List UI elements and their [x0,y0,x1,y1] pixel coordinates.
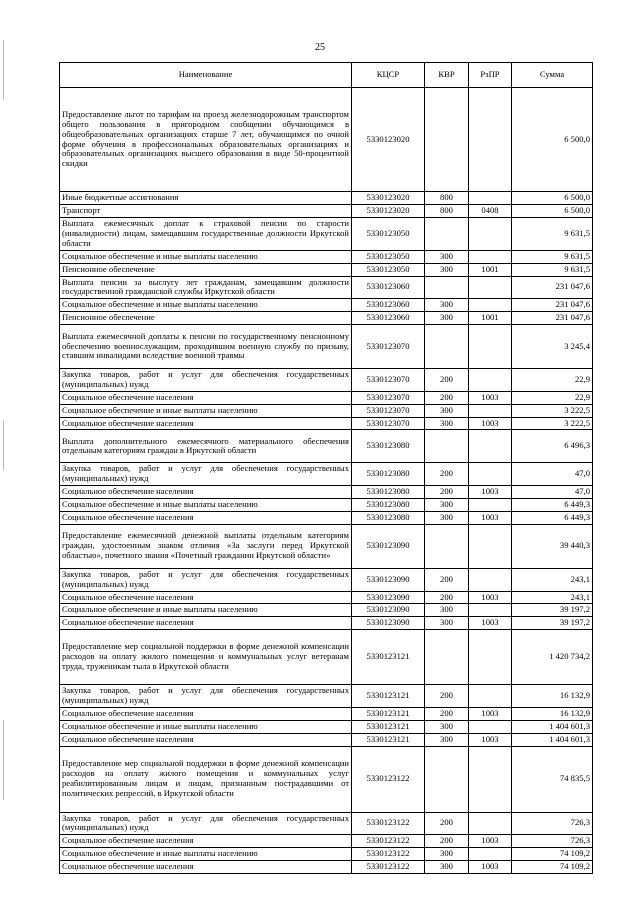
cell-kvr: 300 [425,299,469,312]
cell-kcsr: 5330123020 [352,204,425,217]
cell-name: Предоставление мер социальной поддержки в форме денежной компенсации расходов на оплату жилого помещения и коммунальных услуг ветеранам труда, труженикам тыла в Иркутской области [60,630,352,685]
table-row [60,88,593,192]
cell-kcsr: 5330123080 [352,486,425,499]
cell-sum: 39 440,3 [512,524,593,568]
cell-kvr [425,217,469,250]
cell-kvr: 300 [425,312,469,325]
cell-sum: 9 631,5 [512,250,593,263]
cell-name: Предоставление ежемесячной денежной выплаты отдельным категориям граждан, удостоенным знаком отличия «За заслуги перед Иркутской областью», почетного звания «Почетный гражданин Иркутской области» [60,524,352,568]
cell-name: Социальное обеспечение и иные выплаты населению [60,250,352,263]
cell-sum: 22,9 [512,369,593,392]
cell-rzpr [469,430,512,463]
cell-sum: 6 449,3 [512,511,593,524]
cell-rzpr: 1003 [469,617,512,630]
cell-kvr: 300 [425,604,469,617]
table-row [60,486,593,499]
cell-rzpr: 1003 [469,391,512,404]
table-row [60,524,593,568]
cell-kvr [425,524,469,568]
cell-rzpr [469,812,512,835]
cell-name: Закупка товаров, работ и услуг для обеспечения государственных (муниципальных) нужд [60,463,352,486]
cell-name: Социальное обеспечение населения [60,707,352,720]
cell-kcsr: 5330123121 [352,733,425,746]
table-row [60,630,593,685]
cell-kcsr: 5330123121 [352,630,425,685]
cell-kcsr: 5330123090 [352,591,425,604]
cell-sum: 231 047,6 [512,312,593,325]
table-row [60,604,593,617]
cell-kcsr: 5330123121 [352,720,425,733]
cell-sum: 74 835,5 [512,746,593,812]
cell-kcsr: 5330123080 [352,430,425,463]
cell-name: Социальное обеспечение и иные выплаты населению [60,404,352,417]
header-kcsr: КЦСР [352,63,425,88]
cell-kcsr: 5330123122 [352,835,425,848]
header-sum: Сумма [512,63,593,88]
cell-name: Выплата пенсии за выслугу лет гражданам, замещавшим должности государственной гражданской службы Иркутской области [60,276,352,299]
table-row [60,250,593,263]
cell-name: Социальное обеспечение населения [60,486,352,499]
cell-kcsr: 5330123070 [352,404,425,417]
cell-sum: 6 500,0 [512,88,593,192]
cell-rzpr [469,250,512,263]
cell-kcsr: 5330123070 [352,391,425,404]
table-row [60,568,593,591]
cell-kcsr: 5330123070 [352,325,425,369]
cell-sum: 9 631,5 [512,263,593,276]
cell-sum: 6 449,3 [512,499,593,512]
cell-rzpr: 1003 [469,511,512,524]
cell-sum: 74 109,2 [512,861,593,874]
cell-kcsr: 5330123050 [352,250,425,263]
cell-kcsr: 5330123090 [352,604,425,617]
header-name: Наименование [60,63,352,88]
cell-name: Предоставление льгот по тарифам на проезд железнодорожным транспортом общего пользования в пригородном сообщении обучающимся в общеобразовательных организациях старше 7 лет, обучающимся по очной форме обучения в профессиональных образовательных организациях и образовательных организациях высшего образования в виде 50-процентной скидки [60,88,352,192]
cell-rzpr [469,524,512,568]
cell-name: Социальное обеспечение и иные выплаты населению [60,299,352,312]
cell-sum: 6 500,0 [512,192,593,205]
cell-kcsr: 5330123090 [352,617,425,630]
table-body [60,88,593,874]
table-row [60,746,593,812]
table-row [60,417,593,430]
cell-kvr: 200 [425,369,469,392]
cell-sum: 74 109,2 [512,848,593,861]
cell-kcsr: 5330123090 [352,524,425,568]
cell-kvr: 800 [425,192,469,205]
cell-rzpr [469,746,512,812]
table-row [60,463,593,486]
cell-rzpr [469,848,512,861]
cell-sum: 3 222,5 [512,404,593,417]
cell-sum: 1 404 601,3 [512,733,593,746]
table-row [60,263,593,276]
cell-rzpr [469,604,512,617]
cell-kcsr: 5330123060 [352,276,425,299]
cell-kcsr: 5330123080 [352,499,425,512]
cell-kvr: 300 [425,733,469,746]
cell-kcsr: 5330123070 [352,417,425,430]
cell-sum: 47,0 [512,463,593,486]
cell-sum: 16 132,9 [512,707,593,720]
cell-kcsr: 5330123060 [352,312,425,325]
cell-rzpr: 1003 [469,417,512,430]
cell-rzpr [469,568,512,591]
cell-kcsr: 5330123020 [352,192,425,205]
table-row [60,591,593,604]
cell-name: Закупка товаров, работ и услуг для обеспечения государственных (муниципальных) нужд [60,812,352,835]
cell-kvr: 300 [425,263,469,276]
cell-kcsr: 5330123122 [352,812,425,835]
cell-sum: 1 404 601,3 [512,720,593,733]
cell-rzpr [469,463,512,486]
cell-kvr [425,325,469,369]
cell-kcsr: 5330123060 [352,299,425,312]
cell-kvr: 200 [425,835,469,848]
table-row [60,835,593,848]
header-kvr: КВР [425,63,469,88]
cell-kvr: 300 [425,499,469,512]
table-row [60,812,593,835]
cell-rzpr [469,299,512,312]
table-row [60,733,593,746]
table-row [60,848,593,861]
cell-kcsr: 5330123070 [352,369,425,392]
cell-name: Выплата дополнительного ежемесячного материального обеспечения отдельным категориям граждан в Иркутской области [60,430,352,463]
cell-sum: 726,3 [512,812,593,835]
cell-kcsr: 5330123080 [352,511,425,524]
table-row [60,430,593,463]
cell-rzpr: 1003 [469,707,512,720]
cell-rzpr [469,217,512,250]
cell-kvr [425,746,469,812]
cell-kcsr: 5330123050 [352,263,425,276]
cell-rzpr: 1001 [469,263,512,276]
cell-rzpr [469,685,512,708]
cell-kvr: 300 [425,617,469,630]
cell-sum: 39 197,2 [512,604,593,617]
cell-name: Закупка товаров, работ и услуг для обеспечения государственных (муниципальных) нужд [60,568,352,591]
cell-kvr: 200 [425,568,469,591]
cell-kvr: 200 [425,591,469,604]
table-row [60,707,593,720]
cell-kvr: 300 [425,417,469,430]
cell-name: Выплата ежемесячной доплаты к пенсии по государственному пенсионному обеспечению военнослужащим, проходившим военную службу по призыву, ставшим инвалидами вследствие военной травмы [60,325,352,369]
cell-kcsr: 5330123121 [352,685,425,708]
cell-sum: 47,0 [512,486,593,499]
table-row [60,617,593,630]
cell-kcsr: 5330123020 [352,88,425,192]
cell-rzpr: 1001 [469,312,512,325]
table-header-row [60,63,593,88]
cell-rzpr [469,88,512,192]
cell-kcsr: 5330123090 [352,568,425,591]
cell-name: Социальное обеспечение населения [60,861,352,874]
table-row [60,192,593,205]
cell-kcsr: 5330123121 [352,707,425,720]
cell-name: Закупка товаров, работ и услуг для обеспечения государственных (муниципальных) нужд [60,369,352,392]
cell-kvr: 300 [425,511,469,524]
table-row [60,276,593,299]
cell-rzpr: 1003 [469,591,512,604]
cell-kcsr: 5330123050 [352,217,425,250]
cell-kvr: 200 [425,391,469,404]
cell-kvr: 300 [425,250,469,263]
table-row [60,720,593,733]
cell-sum: 231 047,6 [512,299,593,312]
cell-name: Пенсионное обеспечение [60,312,352,325]
cell-rzpr [469,276,512,299]
cell-rzpr [469,720,512,733]
cell-sum: 9 631,5 [512,217,593,250]
cell-sum: 1 420 734,2 [512,630,593,685]
cell-kvr: 200 [425,812,469,835]
table-row [60,369,593,392]
cell-rzpr [469,630,512,685]
cell-name: Социальное обеспечение населения [60,511,352,524]
cell-sum: 726,3 [512,835,593,848]
table-row [60,217,593,250]
cell-kvr [425,276,469,299]
cell-name: Социальное обеспечение и иные выплаты населению [60,499,352,512]
header-rzpr: РзПР [469,63,512,88]
table-row [60,299,593,312]
cell-name: Социальное обеспечение населения [60,617,352,630]
table-row [60,685,593,708]
cell-kvr [425,630,469,685]
cell-rzpr: 1003 [469,486,512,499]
cell-name: Выплата ежемесячных доплат к страховой пенсии по старости (инвалидности) лицам, замещавшим государственные должности Иркутской области [60,217,352,250]
cell-rzpr [469,499,512,512]
cell-kvr: 200 [425,463,469,486]
table-row [60,391,593,404]
cell-sum: 3 245,4 [512,325,593,369]
cell-rzpr: 1003 [469,733,512,746]
cell-rzpr [469,369,512,392]
cell-name: Социальное обеспечение населения [60,591,352,604]
cell-rzpr [469,192,512,205]
table-row [60,404,593,417]
cell-sum: 243,1 [512,568,593,591]
scan-edge-mark [3,420,4,470]
cell-kvr: 200 [425,707,469,720]
cell-sum: 39 197,2 [512,617,593,630]
cell-kcsr: 5330123122 [352,861,425,874]
cell-name: Социальное обеспечение населения [60,733,352,746]
cell-name: Социальное обеспечение и иные выплаты населению [60,848,352,861]
budget-table [59,62,593,874]
cell-kvr: 300 [425,848,469,861]
cell-rzpr: 1003 [469,861,512,874]
table-row [60,861,593,874]
table-row [60,204,593,217]
cell-sum: 22,9 [512,391,593,404]
table-row [60,325,593,369]
table-row [60,499,593,512]
cell-kvr: 200 [425,486,469,499]
cell-name: Социальное обеспечение и иные выплаты населению [60,604,352,617]
table-row [60,312,593,325]
cell-sum: 16 132,9 [512,685,593,708]
cell-sum: 6 500,0 [512,204,593,217]
cell-kvr: 800 [425,204,469,217]
cell-name: Закупка товаров, работ и услуг для обеспечения государственных (муниципальных) нужд [60,685,352,708]
page-number: 25 [315,42,325,53]
cell-name: Пенсионное обеспечение [60,263,352,276]
table-row [60,511,593,524]
scan-edge-mark [3,720,4,800]
cell-kvr: 300 [425,861,469,874]
cell-name: Социальное обеспечение населения [60,391,352,404]
cell-rzpr: 0408 [469,204,512,217]
cell-sum: 231 047,6 [512,276,593,299]
cell-sum: 6 496,3 [512,430,593,463]
cell-rzpr [469,404,512,417]
cell-name: Социальное обеспечение населения [60,417,352,430]
cell-kcsr: 5330123122 [352,746,425,812]
cell-name: Социальное обеспечение населения [60,835,352,848]
cell-rzpr: 1003 [469,835,512,848]
cell-sum: 3 222,5 [512,417,593,430]
cell-sum: 243,1 [512,591,593,604]
cell-rzpr [469,325,512,369]
cell-name: Иные бюджетные ассигнования [60,192,352,205]
cell-kvr: 300 [425,720,469,733]
cell-kvr [425,430,469,463]
cell-name: Социальное обеспечение и иные выплаты населению [60,720,352,733]
cell-kcsr: 5330123080 [352,463,425,486]
cell-kvr: 300 [425,404,469,417]
cell-name: Транспорт [60,204,352,217]
cell-kvr [425,88,469,192]
cell-kcsr: 5330123122 [352,848,425,861]
cell-name: Предоставление мер социальной поддержки в форме денежной компенсации расходов на оплату жилого помещения и коммунальных услуг реабилитированным лицам и лицам, признанным пострадавшими от политических репрессий, в Иркутской области [60,746,352,812]
cell-kvr: 200 [425,685,469,708]
